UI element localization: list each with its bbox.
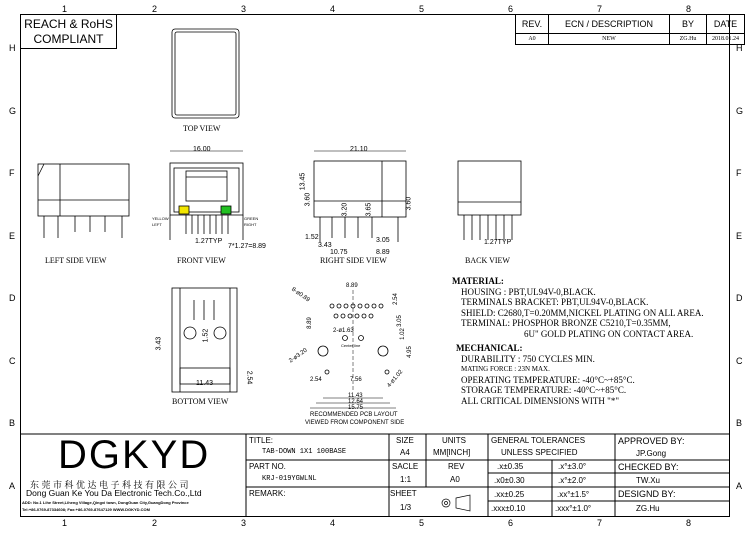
front-view-label: FRONT VIEW xyxy=(177,256,226,265)
approved-label: APPROVED BY: xyxy=(618,436,685,446)
dim-label: 1.27TYP xyxy=(195,238,223,245)
dim-label: 16.00 xyxy=(193,146,211,153)
designed-label: DESIGND BY: xyxy=(618,489,676,499)
zone-row: G xyxy=(9,106,17,116)
dim-label: 13.45 xyxy=(299,172,307,191)
led-label: YELLOW xyxy=(152,216,169,221)
sheet-value: 1/3 xyxy=(400,503,412,512)
scale-label: SACLE xyxy=(392,462,419,471)
compliance-line: COMPLIANT xyxy=(33,32,104,46)
dim-label: 2.54 xyxy=(245,370,253,385)
checked-label: CHECKED BY: xyxy=(618,462,679,472)
left-view-label: LEFT SIDE VIEW xyxy=(45,256,107,265)
size-value: A4 xyxy=(400,448,410,457)
pcb-label: VIEWED FROM COMPONENT SIDE xyxy=(305,420,405,426)
mechanical-notes xyxy=(456,343,635,406)
compliance-line: REACH & RoHS xyxy=(24,17,113,31)
mechanical-line: ALL CRITICAL DIMENSIONS WITH "*" xyxy=(461,395,620,406)
material-title: MATERIAL: xyxy=(452,276,504,286)
dim-label: 3.60 xyxy=(304,192,312,207)
zone-col: 8 xyxy=(686,518,692,528)
tolerance-cell: .xxx±0.10 xyxy=(491,504,526,513)
dim-label: 7.56 xyxy=(350,377,362,383)
tolerance-title: UNLESS SPECIFIED xyxy=(501,448,578,457)
dim-label: 10.75 xyxy=(330,249,348,256)
zone-col: 3 xyxy=(241,518,247,528)
dim-label: 2.54 xyxy=(310,377,322,383)
zone-row: D xyxy=(9,293,16,303)
zone-col: 2 xyxy=(152,4,158,14)
zone-row: F xyxy=(9,168,15,178)
pcb-label: RECOMMENDED PCB LAYOUT xyxy=(310,412,398,418)
left-side-view-outline xyxy=(38,164,129,238)
rev-cell: ZG.Hu xyxy=(670,34,707,45)
front-view-outline xyxy=(170,151,243,240)
zone-row: B xyxy=(736,418,743,428)
led-label: LEFT xyxy=(152,222,162,227)
tolerance-cell: .x0±0.30 xyxy=(494,476,525,485)
tolerance-cell: .xxx°±1.0° xyxy=(555,504,592,513)
company-address: ADD: No.1 Lihe Street,Liheng Village,Qingxi town, DongGuan City,GuangDong Province xyxy=(22,500,189,505)
scale-value: 1:1 xyxy=(400,475,412,484)
zone-row: H xyxy=(9,43,16,53)
tolerance-cell: .xx°±1.5° xyxy=(557,490,590,499)
rev-cell: 2018.01.24 xyxy=(707,34,745,45)
material-notes xyxy=(452,276,704,339)
zone-row: C xyxy=(736,356,743,366)
company-english-name: Dong Guan Ke You Da Electronic Tech.Co.,Ltd xyxy=(26,488,202,498)
zone-col: 3 xyxy=(241,4,247,14)
dim-label: 3.20 xyxy=(341,202,349,217)
zone-row: A xyxy=(9,481,16,491)
material-line: SHIELD: C2680,T=0.20MM,NICKEL PLATING ON ALL AREA. xyxy=(461,307,704,318)
zone-col: 5 xyxy=(419,518,425,528)
led-yellow xyxy=(179,206,189,214)
rev-cell: NEW xyxy=(549,34,670,45)
led-green xyxy=(221,206,231,214)
company-chinese-name: 东 莞 市 科 优 达 电 子 科 技 有 限 公 司 xyxy=(30,480,189,490)
dim-label: 3.43 xyxy=(318,242,332,249)
material-line: TERMINAL: PHOSPHOR BRONZE C5210,T=0.35MM, xyxy=(461,318,671,328)
zone-row: A xyxy=(736,481,743,491)
dim-label: 3.60 xyxy=(405,196,413,211)
dim-label: 3.65 xyxy=(365,202,373,217)
dim-label: 4-ø1.02 xyxy=(386,369,405,389)
zone-row: F xyxy=(736,168,742,178)
dim-label: 7*1.27=8.89 xyxy=(228,243,266,250)
zone-col: 5 xyxy=(419,4,425,14)
dim-label: 2-ø1.63 xyxy=(333,328,354,334)
dim-label: 8.89 xyxy=(376,249,390,256)
bottom-view-label: BOTTOM VIEW xyxy=(172,397,229,406)
material-line: TERMINALS BRACKET: PBT,UL94V-0,BLACK. xyxy=(461,297,649,307)
dim-label: 1.52 xyxy=(202,328,210,343)
checked-value: TW.Xu xyxy=(636,476,661,485)
zone-col: 4 xyxy=(330,518,336,528)
sheet-label: SHEET xyxy=(390,489,417,498)
designed-value: ZG.Hu xyxy=(636,504,660,513)
back-view-label: BACK VIEW xyxy=(465,256,510,265)
mechanical-line: DURABILITY : 750 CYCLES MIN. xyxy=(461,353,595,364)
zone-row: B xyxy=(9,418,16,428)
tolerance-cell: .x°±2.0° xyxy=(558,476,587,485)
material-line: HOUSING : PBT,UL94V-0,BLACK. xyxy=(461,286,596,297)
pcb-layout xyxy=(310,290,396,408)
back-view-outline xyxy=(458,161,521,240)
rev-header: REV. xyxy=(516,15,549,34)
rev-header: DATE xyxy=(707,15,745,34)
right-view-label: RIGHT SIDE VIEW xyxy=(320,256,387,265)
zone-col: 6 xyxy=(508,518,514,528)
tolerance-cell: .xx±0.25 xyxy=(494,490,525,499)
rev-value: A0 xyxy=(450,475,460,484)
zone-col: 4 xyxy=(330,4,336,14)
mechanical-line: STORAGE TEMPERATURE: -40°C~+85°C. xyxy=(461,385,627,395)
dim-label: 2-ø3.20 xyxy=(288,347,309,365)
dim-label: 21.10 xyxy=(350,146,368,153)
material-line: 6U" GOLD PLATING ON CONTACT AREA. xyxy=(524,328,694,339)
centerline-label: Center line xyxy=(341,343,361,348)
rev-label: REV xyxy=(448,462,465,471)
rev-header: BY xyxy=(670,15,707,34)
projection-symbol xyxy=(442,495,470,511)
tolerance-title: GENERAL TOLERANCES xyxy=(491,436,586,445)
zone-col: 7 xyxy=(597,4,603,14)
mechanical-line: MATING FORCE : 23N MAX. xyxy=(461,365,550,373)
units-label: UNITS xyxy=(442,436,466,445)
approved-value: JP.Gong xyxy=(636,449,667,458)
dim-label: 8.89 xyxy=(346,283,358,289)
zone-row: E xyxy=(9,231,16,241)
mechanical-title: MECHANICAL: xyxy=(456,343,523,353)
title-label: TITLE: xyxy=(249,436,274,445)
dim-label: 2.54 xyxy=(392,293,399,305)
led-label: RIGHT xyxy=(244,222,257,227)
zone-col: 7 xyxy=(597,518,603,528)
top-view-label: TOP VIEW xyxy=(183,124,221,133)
led-label: GREEN xyxy=(244,216,259,221)
top-view-outline xyxy=(172,29,239,118)
dim-label: 15.75 xyxy=(348,405,364,411)
zone-row: H xyxy=(736,43,743,53)
dim-label: 3.43 xyxy=(155,336,163,351)
zone-col: 1 xyxy=(62,4,68,14)
dim-label: 1.02 xyxy=(399,328,406,340)
company-logo: DGKYD xyxy=(58,433,211,477)
zone-col: 8 xyxy=(686,4,692,14)
zone-col: 6 xyxy=(508,4,514,14)
rev-header: ECN / DESCRIPTION xyxy=(549,15,670,34)
zone-row: C xyxy=(9,356,16,366)
company-contact: Tel:+86-0769-87334608; Fax:+86-0769-87647129 WWW.DGKYD.COM xyxy=(22,507,150,512)
part-label: PART NO. xyxy=(249,462,286,471)
rev-cell: A0 xyxy=(516,34,549,45)
tolerance-cell: .x°±3.0° xyxy=(558,462,587,471)
mechanical-line: OPERATING TEMPERATURE: -40°C~+85°C. xyxy=(461,374,635,385)
zone-row: E xyxy=(736,231,743,241)
dim-label: 3.05 xyxy=(396,315,403,327)
dim-label: 11.43 xyxy=(196,380,213,387)
dim-label: 8-ø0.89 xyxy=(290,286,311,304)
dim-label: 1.27TYP xyxy=(484,239,512,246)
dim-label: 1.52 xyxy=(305,234,319,241)
dim-label: 3.05 xyxy=(376,237,390,244)
dim-label: 11.43 xyxy=(348,393,363,399)
dim-label: 8.89 xyxy=(306,317,313,329)
remark-label: REMARK: xyxy=(249,489,286,498)
size-label: SIZE xyxy=(396,436,414,445)
title-value: TAB-DOWN 1X1 100BASE xyxy=(262,448,347,456)
zone-col: 1 xyxy=(62,518,68,528)
tolerance-cell: .x±0.35 xyxy=(497,462,524,471)
zone-row: G xyxy=(736,106,744,116)
zone-row: D xyxy=(736,293,743,303)
part-value: KRJ-019YGWLNL xyxy=(262,475,317,483)
right-side-view-outline xyxy=(314,151,406,242)
dim-label: 12.64 xyxy=(348,399,364,405)
dim-label: 4.95 xyxy=(406,346,413,358)
units-value: MM[INCH] xyxy=(433,448,471,457)
zone-col: 2 xyxy=(152,518,158,528)
